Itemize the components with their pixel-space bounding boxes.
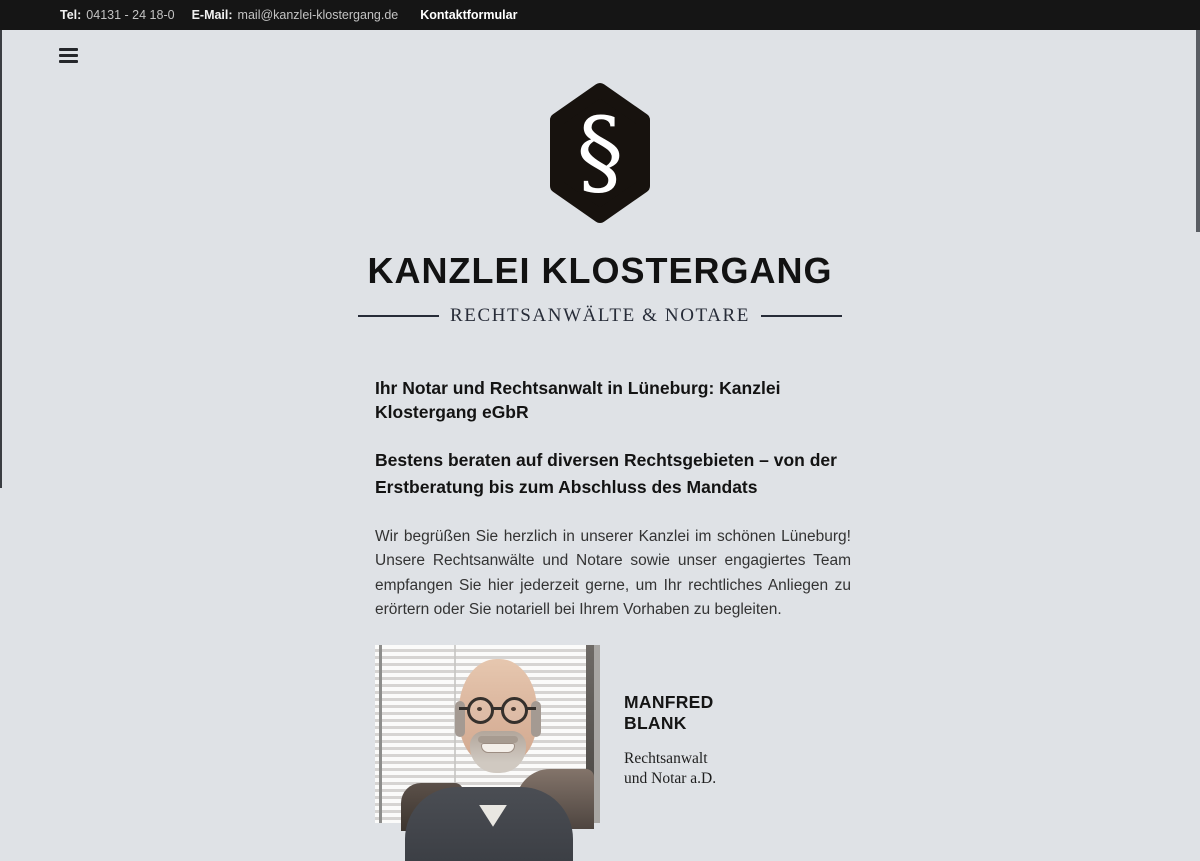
team-member-role — [624, 749, 716, 789]
email-contact — [192, 8, 399, 22]
team-member-first-name: MANFRED — [624, 691, 714, 712]
heading-intro: Ihr Notar und Rechtsanwalt in Lüneburg: Kanzlei Klostergang eGbR — [375, 378, 781, 422]
logo[interactable] — [550, 83, 650, 223]
team-member-role-line1: Rechtsanwalt — [624, 749, 708, 767]
team-member-photo — [375, 645, 600, 823]
team-member-card — [375, 645, 851, 823]
photo-glasses-temple-right — [527, 707, 536, 710]
tagline-rule-left — [358, 315, 439, 318]
viewport-left-edge — [0, 30, 2, 488]
site-header — [0, 30, 1200, 327]
team-member-role-line2: und Notar a.D. — [624, 769, 717, 787]
tel-label: Tel: — [60, 8, 82, 22]
photo-mustache — [478, 736, 518, 743]
phone-contact — [60, 8, 175, 22]
photo-suit — [405, 787, 573, 861]
tagline-text: RECHTSANWÄLTE & NOTARE — [449, 305, 751, 326]
scrollbar-thumb[interactable] — [1196, 30, 1200, 232]
photo-eye-left — [477, 707, 482, 711]
intro-paragraph: Wir begrüßen Sie herzlich in unserer Kanzlei im schönen Lüneburg! Unsere Rechtsanwälte und Notare sowie unser engagiertes Team empfangen Sie hier jederzeit gerne, um Ihr rechtliches Anliegen zu erörtern oder Sie notariell bei Ihrem Vorhaben zu begleiten. — [375, 527, 851, 619]
photo-smile — [481, 743, 515, 753]
photo-eye-right — [511, 707, 516, 711]
team-member-name — [624, 692, 716, 734]
team-member-info — [624, 645, 716, 823]
email-label: E-Mail: — [191, 8, 233, 22]
tagline-rule-right — [761, 315, 842, 318]
tagline — [0, 305, 1200, 327]
section-sign-icon: § — [576, 97, 624, 207]
tel-value: 04131 - 24 18-0 — [86, 8, 175, 22]
kontaktformular-link[interactable]: Kontaktformular — [420, 8, 518, 22]
photo-glasses-bridge — [492, 707, 503, 710]
main-content — [375, 377, 851, 823]
hamburger-menu-icon — [59, 48, 78, 63]
heading-services: Bestens beraten auf diversen Rechtsgebieten – von der Erstberatung bis zum Abschluss des Mandats — [375, 450, 837, 497]
photo-window-edge — [594, 645, 600, 823]
email-link[interactable]: mail@kanzlei-klostergang.de — [237, 8, 399, 22]
team-member-last-name: BLANK — [624, 712, 687, 733]
topbar — [0, 0, 1200, 30]
menu-button[interactable] — [56, 45, 81, 66]
site-title: KANZLEI KLOSTERGANG — [367, 250, 833, 291]
photo-window-frame-left — [379, 645, 382, 823]
